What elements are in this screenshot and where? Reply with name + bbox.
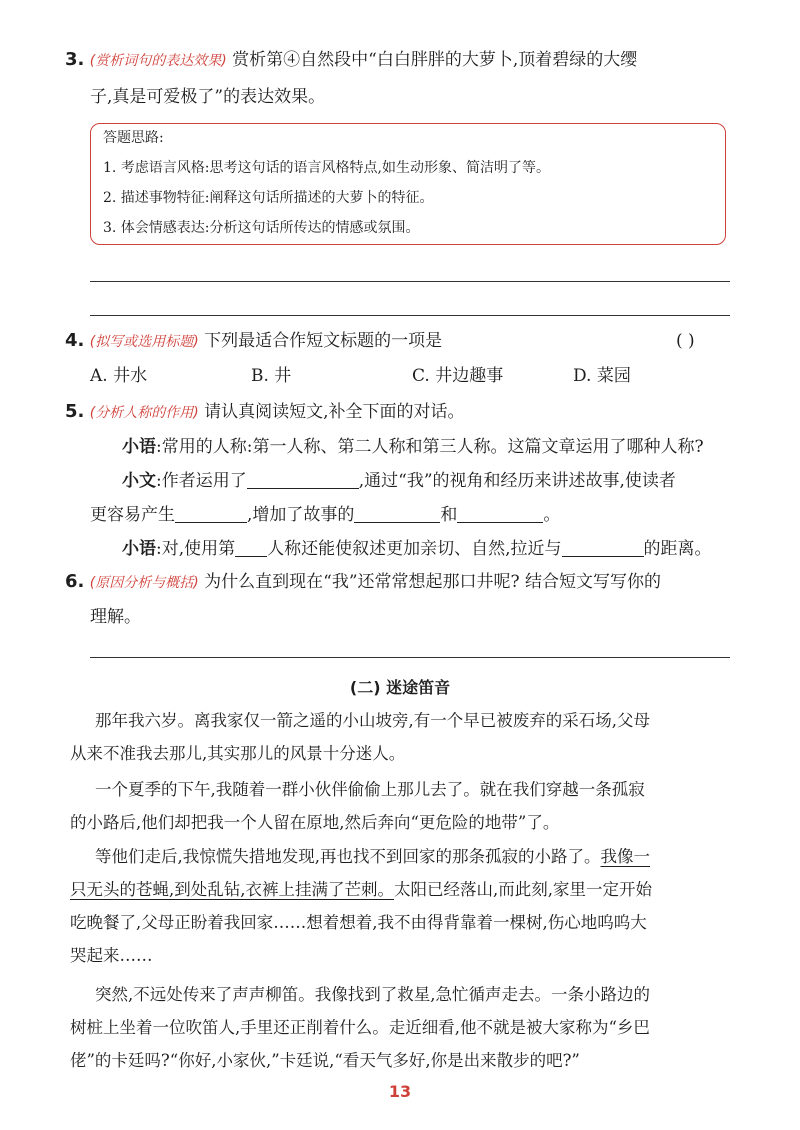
dialogue-3-text-a: :对,使用第 <box>156 539 236 559</box>
q6-number: 6. <box>65 571 85 592</box>
paragraph-4 <box>70 978 735 1077</box>
hint-item-3: 3. 体会情感表达:分析这句话所传达的情感或氛围。 <box>103 220 420 236</box>
blank-feeling[interactable] <box>175 504 247 523</box>
p3-line-4: 哭起来…… <box>70 946 153 965</box>
p3-line-2-text: 太阳已经落山,而此刻,家里一定开始 <box>394 880 652 899</box>
p3-line-1 <box>95 840 735 873</box>
q5-dialogue-2 <box>122 466 676 496</box>
dialogue-3-text-c: 的距离。 <box>643 539 712 559</box>
p2-line-2: 的小路后,他们却把我一个人留在原地,然后奔向“更危险的地带”了。 <box>70 813 560 832</box>
p3-line-1-text: 等他们走后,我惊慌失措地发现,再也找不到回家的那条孤寂的小路了。 <box>95 847 601 866</box>
page-number: 13 <box>388 1082 412 1101</box>
q4-tag: (拟写或选用标题) <box>89 334 199 350</box>
q4-option-a[interactable]: A. 井水 <box>90 366 148 386</box>
q3-line1 <box>65 45 637 76</box>
p3-line-2 <box>70 873 735 906</box>
dialogue-2-text-d: ,增加了故事的 <box>247 505 355 525</box>
paragraph-2 <box>70 773 735 839</box>
q5-text: 请认真阅读短文,补全下面的对话。 <box>204 402 465 422</box>
q5-tag: (分析人称的作用) <box>89 405 199 421</box>
q5-line <box>65 397 465 428</box>
paragraph-3 <box>70 840 735 972</box>
q4-line <box>65 326 442 357</box>
dialogue-2-text-f: 。 <box>543 505 561 525</box>
q3-answer-line-1[interactable] <box>90 281 730 282</box>
p4-line-3: 佬”的卡廷吗?“你好,小家伙,”卡廷说,“看天气多好,你是出来散步的吧?” <box>70 1051 580 1070</box>
blank-reader[interactable] <box>562 538 644 557</box>
q4-option-d[interactable]: D. 菜园 <box>573 366 631 386</box>
q5-dialogue-1 <box>122 432 704 462</box>
blank-person-number[interactable] <box>235 538 267 557</box>
p3-underlined-1: 我像一 <box>600 847 650 866</box>
p4-line-2: 树桩上坐着一位吹笛人,手里还正削着什么。走近细看,他不就是被大家称为“乡巴 <box>70 1018 650 1037</box>
q3-text-line1: 赏析第④自然段中“白白胖胖的大萝卜,顶着碧绿的大缨 <box>232 50 638 70</box>
q6-text-line1: 为什么直到现在“我”还常常想起那口井呢? 结合短文写写你的 <box>204 572 662 592</box>
q6-answer-line[interactable] <box>90 657 730 658</box>
q5-number: 5. <box>65 401 85 422</box>
q6-text-line2: 理解。 <box>90 607 141 627</box>
hint-title: 答题思路: <box>103 130 164 146</box>
q4-number: 4. <box>65 330 85 351</box>
dialogue-2-text-b: ,通过“我”的视角和经历来讲述故事,使读者 <box>358 471 676 491</box>
hint-item-1: 1. 考虑语言风格:思考这句话的语言风格特点,如生动形象、简洁明了等。 <box>103 160 550 176</box>
q6-tag: (原因分析与概括) <box>89 575 199 591</box>
passage-title: (二) 迷途笛音 <box>349 678 451 697</box>
p3-underlined-2: 只无头的苍蝇,到处乱钻,衣裤上挂满了芒刺。 <box>70 880 394 899</box>
dialogue-1-text: :常用的人称:第一人称、第二人称和第三人称。这篇文章运用了哪种人称? <box>156 437 704 457</box>
answer-hint-box <box>90 123 726 245</box>
dialogue-2-text-c: 更容易产生 <box>90 505 175 525</box>
p4-line-1: 突然,不远处传来了声声柳笛。我像找到了救星,急忙循声走去。一条小路边的 <box>95 985 650 1004</box>
blank-story-quality-1[interactable] <box>354 504 440 523</box>
q5-dialogue-3 <box>122 534 712 564</box>
q6-line1 <box>65 567 661 598</box>
q4-answer-bracket[interactable]: ( ) <box>676 331 695 351</box>
q5-dialogue-2-cont <box>90 500 560 530</box>
hint-item-2: 2. 描述事物特征:阐释这句话所描述的大萝卜的特征。 <box>103 190 434 206</box>
q4-text: 下列最适合作短文标题的一项是 <box>204 331 443 351</box>
paragraph-1 <box>70 704 735 770</box>
p3-line-3: 吃晚餐了,父母正盼着我回家……想着想着,我不由得背靠着一棵树,伤心地呜呜大 <box>70 913 647 932</box>
dialogue-3-text-b: 人称还能使叙述更加亲切、自然,拉近与 <box>267 539 562 559</box>
dialogue-2-text-e: 和 <box>440 505 458 525</box>
p2-line-1: 一个夏季的下午,我随着一群小伙伴偷偷上那儿去了。就在我们穿越一条孤寂 <box>95 780 645 799</box>
speaker-xiaoyu: 小语 <box>122 437 156 457</box>
p1-line-1: 那年我六岁。离我家仅一箭之遥的小山坡旁,有一个早已被废弃的采石场,父母 <box>95 711 650 730</box>
q4-option-c[interactable]: C. 井边趣事 <box>412 366 504 386</box>
dialogue-2-text-a: :作者运用了 <box>156 471 247 491</box>
q3-text-line2: 子,真是可爱极了”的表达效果。 <box>90 87 326 107</box>
p1-line-2: 从来不准我去那儿,其实那儿的风景十分迷人。 <box>70 744 406 763</box>
q3-number: 3. <box>65 49 85 70</box>
q3-tag: (赏析词句的表达效果) <box>89 53 227 69</box>
blank-story-quality-2[interactable] <box>457 504 543 523</box>
q3-answer-line-2[interactable] <box>90 315 730 316</box>
blank-person[interactable] <box>247 470 359 489</box>
q4-option-b[interactable]: B. 井 <box>251 366 292 386</box>
speaker-xiaowen: 小文 <box>122 471 156 491</box>
speaker-xiaoyu-2: 小语 <box>122 539 156 559</box>
